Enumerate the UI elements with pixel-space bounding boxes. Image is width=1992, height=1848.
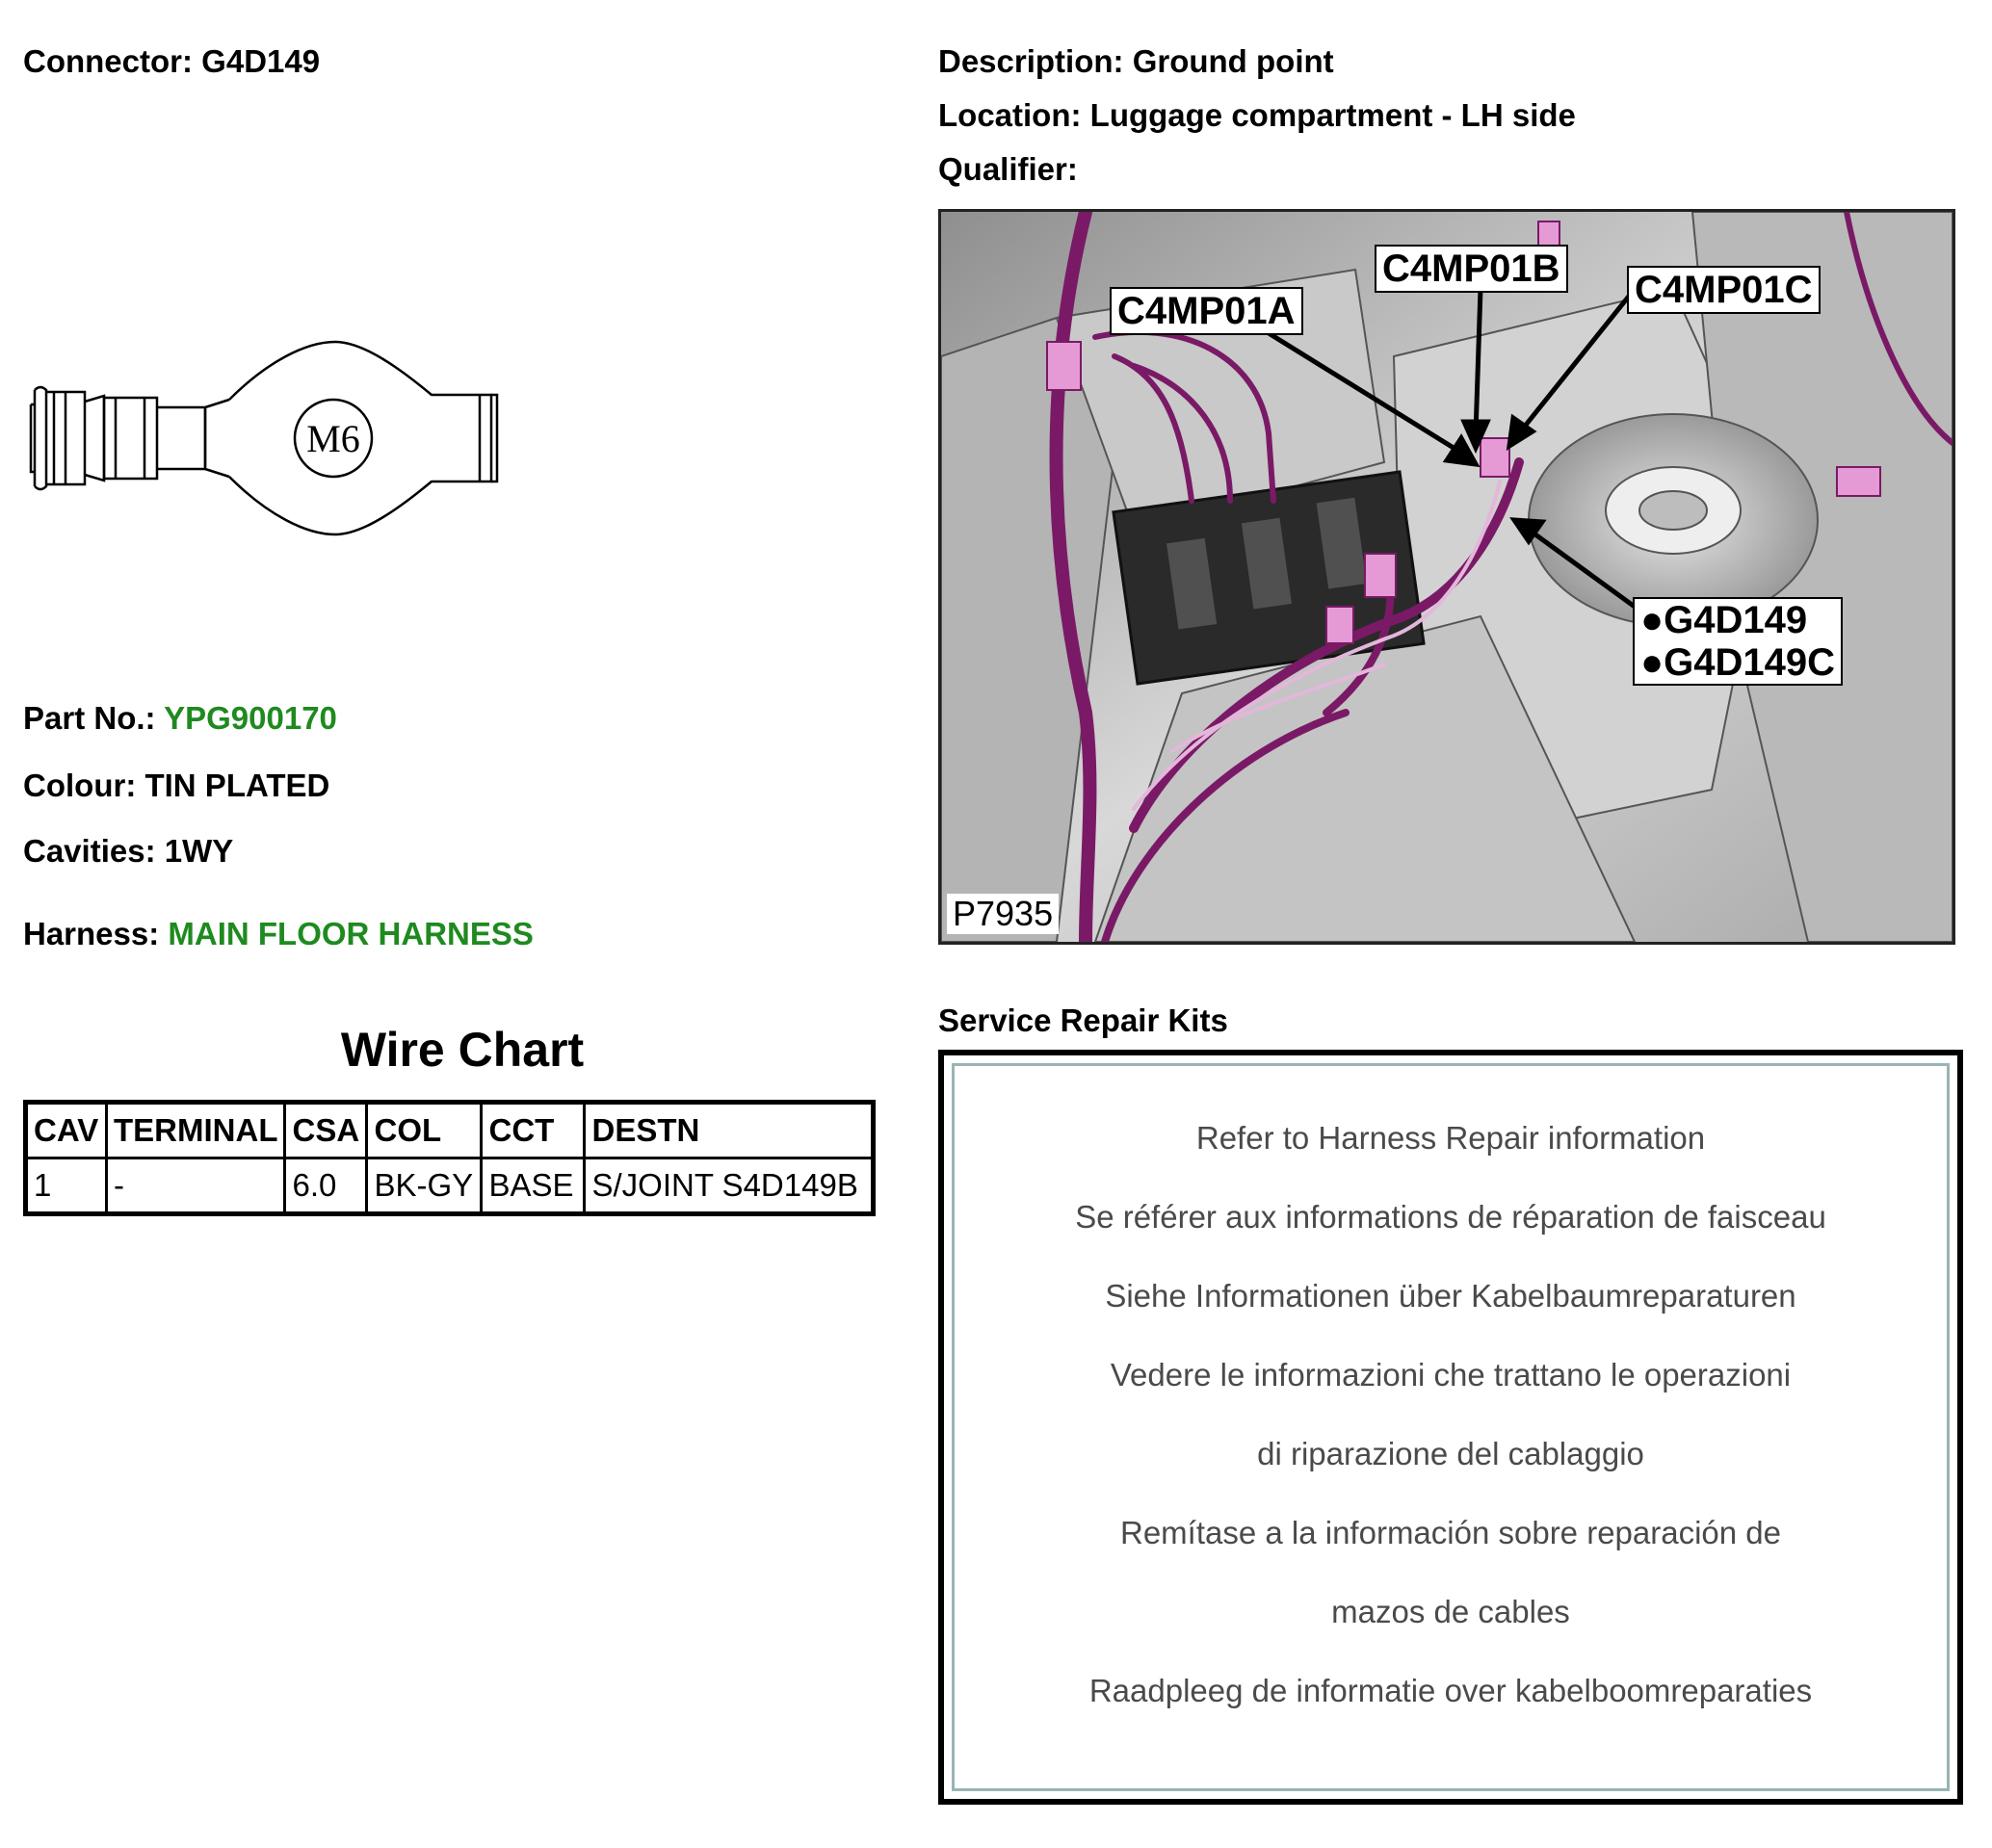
service-repair-kits-title: Service Repair Kits: [938, 1002, 1228, 1038]
colour-line: [23, 767, 329, 805]
service-repair-kits-inner: [952, 1063, 1950, 1791]
callout-g4d149: ●G4D149: [1640, 599, 1808, 641]
qualifier-line: [938, 150, 1078, 189]
header-cav: CAV: [26, 1103, 107, 1158]
connector-label: Connector:: [23, 43, 193, 79]
callout-g4d149-group: [1633, 597, 1843, 686]
callout-c4mp01a: C4MP01A: [1110, 287, 1303, 335]
description-label: Description:: [938, 43, 1124, 79]
repair-line-it-2: di riparazione del cablaggio: [1257, 1436, 1644, 1471]
wire-chart-title: Wire Chart: [340, 1023, 585, 1077]
repair-line-fr: Se référer aux informations de réparation de faisceau: [1075, 1199, 1826, 1235]
figure-id: P7935: [947, 894, 1059, 934]
cell-csa: 6.0: [285, 1158, 367, 1214]
qualifier-label: Qualifier:: [938, 151, 1078, 187]
connector-line: [23, 42, 320, 81]
callout-g4d149c: ●G4D149C: [1640, 641, 1836, 684]
part-no-label: Part No.:: [23, 700, 156, 736]
connector-value: G4D149: [201, 43, 321, 79]
luggage-compartment-illustration: [941, 212, 1953, 942]
table-row: [26, 1158, 874, 1214]
harness-value[interactable]: MAIN FLOOR HARNESS: [168, 916, 534, 951]
repair-line-en: Refer to Harness Repair information: [1195, 1120, 1706, 1156]
header-destn: DESTN: [585, 1103, 874, 1158]
description-line: [938, 42, 1334, 81]
callout-c4mp01b: C4MP01B: [1375, 245, 1568, 293]
ring-terminal-drawing: [27, 332, 518, 544]
repair-line-es-1: Remítase a la información sobre reparación de: [1119, 1515, 1782, 1550]
service-repair-kits-box: [938, 1050, 1963, 1805]
cell-cav: 1: [26, 1158, 107, 1214]
callout-c4mp01c: C4MP01C: [1627, 266, 1821, 314]
header-csa: CSA: [285, 1103, 367, 1158]
connector-drawing: [27, 332, 518, 544]
part-no-line: [23, 699, 337, 738]
repair-line-nl: Raadpleeg de informatie over kabelboomreparaties: [1088, 1673, 1813, 1708]
drawing-marking: M6: [306, 417, 360, 460]
colour-label: Colour:: [23, 768, 137, 803]
repair-line-es-2: mazos de cables: [1331, 1594, 1570, 1629]
header-cct: CCT: [482, 1103, 585, 1158]
cavities-line: [23, 832, 233, 871]
cell-destn: S/JOINT S4D149B: [585, 1158, 874, 1214]
part-no-value[interactable]: YPG900170: [164, 700, 337, 736]
repair-line-it-1: Vedere le informazioni che trattano le operazioni: [1110, 1357, 1792, 1393]
wire-chart-header-row: [26, 1103, 874, 1158]
harness-label: Harness:: [23, 916, 160, 951]
location-line: [938, 96, 1576, 135]
location-value: Luggage compartment - LH side: [1089, 97, 1576, 133]
repair-line-de: Siehe Informationen über Kabelbaumreparaturen: [1105, 1278, 1796, 1314]
harness-line: [23, 915, 534, 953]
cell-cct: BASE: [482, 1158, 585, 1214]
cell-col: BK-GY: [367, 1158, 482, 1214]
cell-terminal: -: [107, 1158, 285, 1214]
location-image: [938, 209, 1955, 945]
colour-value: TIN PLATED: [144, 768, 330, 803]
header-col: COL: [367, 1103, 482, 1158]
description-value: Ground point: [1132, 43, 1334, 79]
location-label: Location:: [938, 97, 1082, 133]
wire-chart-table: [23, 1100, 876, 1216]
header-terminal: TERMINAL: [107, 1103, 285, 1158]
cavities-label: Cavities:: [23, 833, 156, 869]
cavities-value: 1WY: [164, 833, 234, 869]
